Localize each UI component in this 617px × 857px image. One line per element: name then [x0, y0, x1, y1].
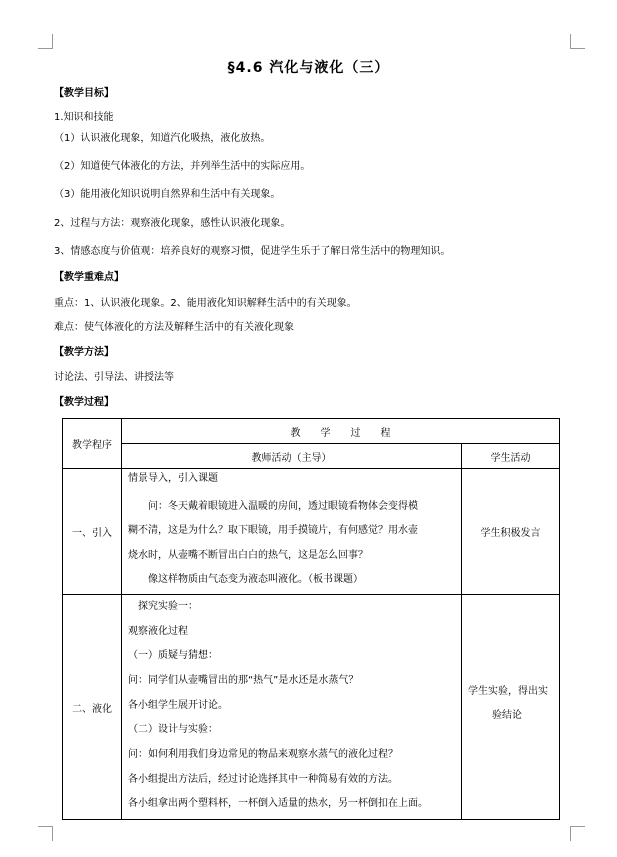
- row-program: 二、液化: [63, 595, 122, 820]
- table-row: [63, 469, 560, 595]
- teacher-line: 各小组学生展开讨论。: [128, 700, 228, 711]
- header-teacher: 教师活动（主导）: [122, 444, 462, 469]
- row-student-activity: [462, 595, 560, 820]
- row-program: 一、引入: [63, 469, 122, 595]
- process-goal: 2、过程与方法：观察液化现象，感性认识液化现象。: [54, 218, 291, 229]
- knowledge-item: （2）知道使气体液化的方法，并列举生活中的实际应用。: [54, 161, 311, 172]
- student-line: 学生积极发言: [480, 528, 541, 539]
- row-teacher-activity: [122, 595, 462, 820]
- key-points-heading: 【教学重难点】: [54, 272, 124, 283]
- teacher-line: 问：同学们从壶嘴冒出的那“热气”是水还是水蒸气？: [128, 675, 359, 686]
- teacher-line: 探究实验一：: [128, 601, 198, 612]
- knowledge-item: （1）认识液化现象，知道汽化吸热，液化放热。: [54, 133, 271, 144]
- corner-mark-bottom-left: [38, 826, 53, 841]
- teacher-line: 各小组拿出两个塑料杯，一杯倒入适量的热水，另一杯倒扣在上面。: [128, 798, 428, 809]
- table-row: [63, 595, 560, 820]
- teacher-line: 烧水时，从壶嘴不断冒出白白的热气，这是怎么回事？: [128, 550, 368, 561]
- difficult-points: 难点：使气体液化的方法及解释生活中的有关液化现象: [54, 322, 294, 333]
- methods-heading: 【教学方法】: [54, 347, 114, 358]
- corner-mark-top-left: [38, 34, 53, 49]
- student-line: 验结论: [492, 710, 522, 721]
- header-program: 教学程序: [63, 419, 122, 469]
- header-process: 教 学 过 程: [122, 419, 560, 444]
- teacher-line: 各小组提出方法后，经过讨论选择其中一种简易有效的方法。: [128, 774, 398, 785]
- teacher-line: 问：冬天戴着眼镜进入温暖的房间，透过眼镜看物体会变得模: [128, 501, 418, 512]
- corner-mark-bottom-right: [570, 826, 585, 841]
- methods-text: 讨论法、引导法、讲授法等: [54, 372, 174, 383]
- knowledge-item: （3）能用液化知识说明自然界和生活中有关现象。: [54, 189, 281, 200]
- teaching-process-table: [62, 418, 560, 820]
- process-heading: 【教学过程】: [54, 397, 114, 408]
- teacher-line: 糊不清，这是为什么？取下眼镜，用手摸镜片，有何感觉？用水壶: [128, 525, 418, 536]
- objectives-heading: 【教学目标】: [54, 88, 114, 99]
- teacher-line: （一）质疑与猜想：: [128, 650, 218, 661]
- header-student: 学生活动: [462, 444, 560, 469]
- emotion-goal: 3、情感态度与价值观：培养良好的观察习惯，促进学生乐于了解日常生活中的物理知识。: [54, 246, 451, 257]
- teacher-line: 观察液化过程: [128, 626, 188, 637]
- key-points: 重点：1、认识液化现象。2、能用液化知识解释生活中的有关现象。: [54, 298, 357, 309]
- teacher-line: （二）设计与实验：: [128, 724, 218, 735]
- student-line: 学生实验，得出实: [468, 686, 548, 697]
- teacher-line: 问：如何利用我们身边常见的物品来观察水蒸气的液化过程？: [128, 749, 398, 760]
- document-title: §4.6 汽化与液化（三）: [227, 60, 390, 76]
- row-student-activity: [462, 469, 560, 595]
- teacher-line: 情景导入，引入课题: [128, 473, 218, 484]
- corner-mark-top-right: [570, 34, 585, 49]
- row-teacher-activity: [122, 469, 462, 595]
- knowledge-heading: 1.知识和技能: [54, 112, 114, 123]
- teacher-line: 像这样物质由气态变为液态叫液化。（板书课题）: [128, 574, 363, 585]
